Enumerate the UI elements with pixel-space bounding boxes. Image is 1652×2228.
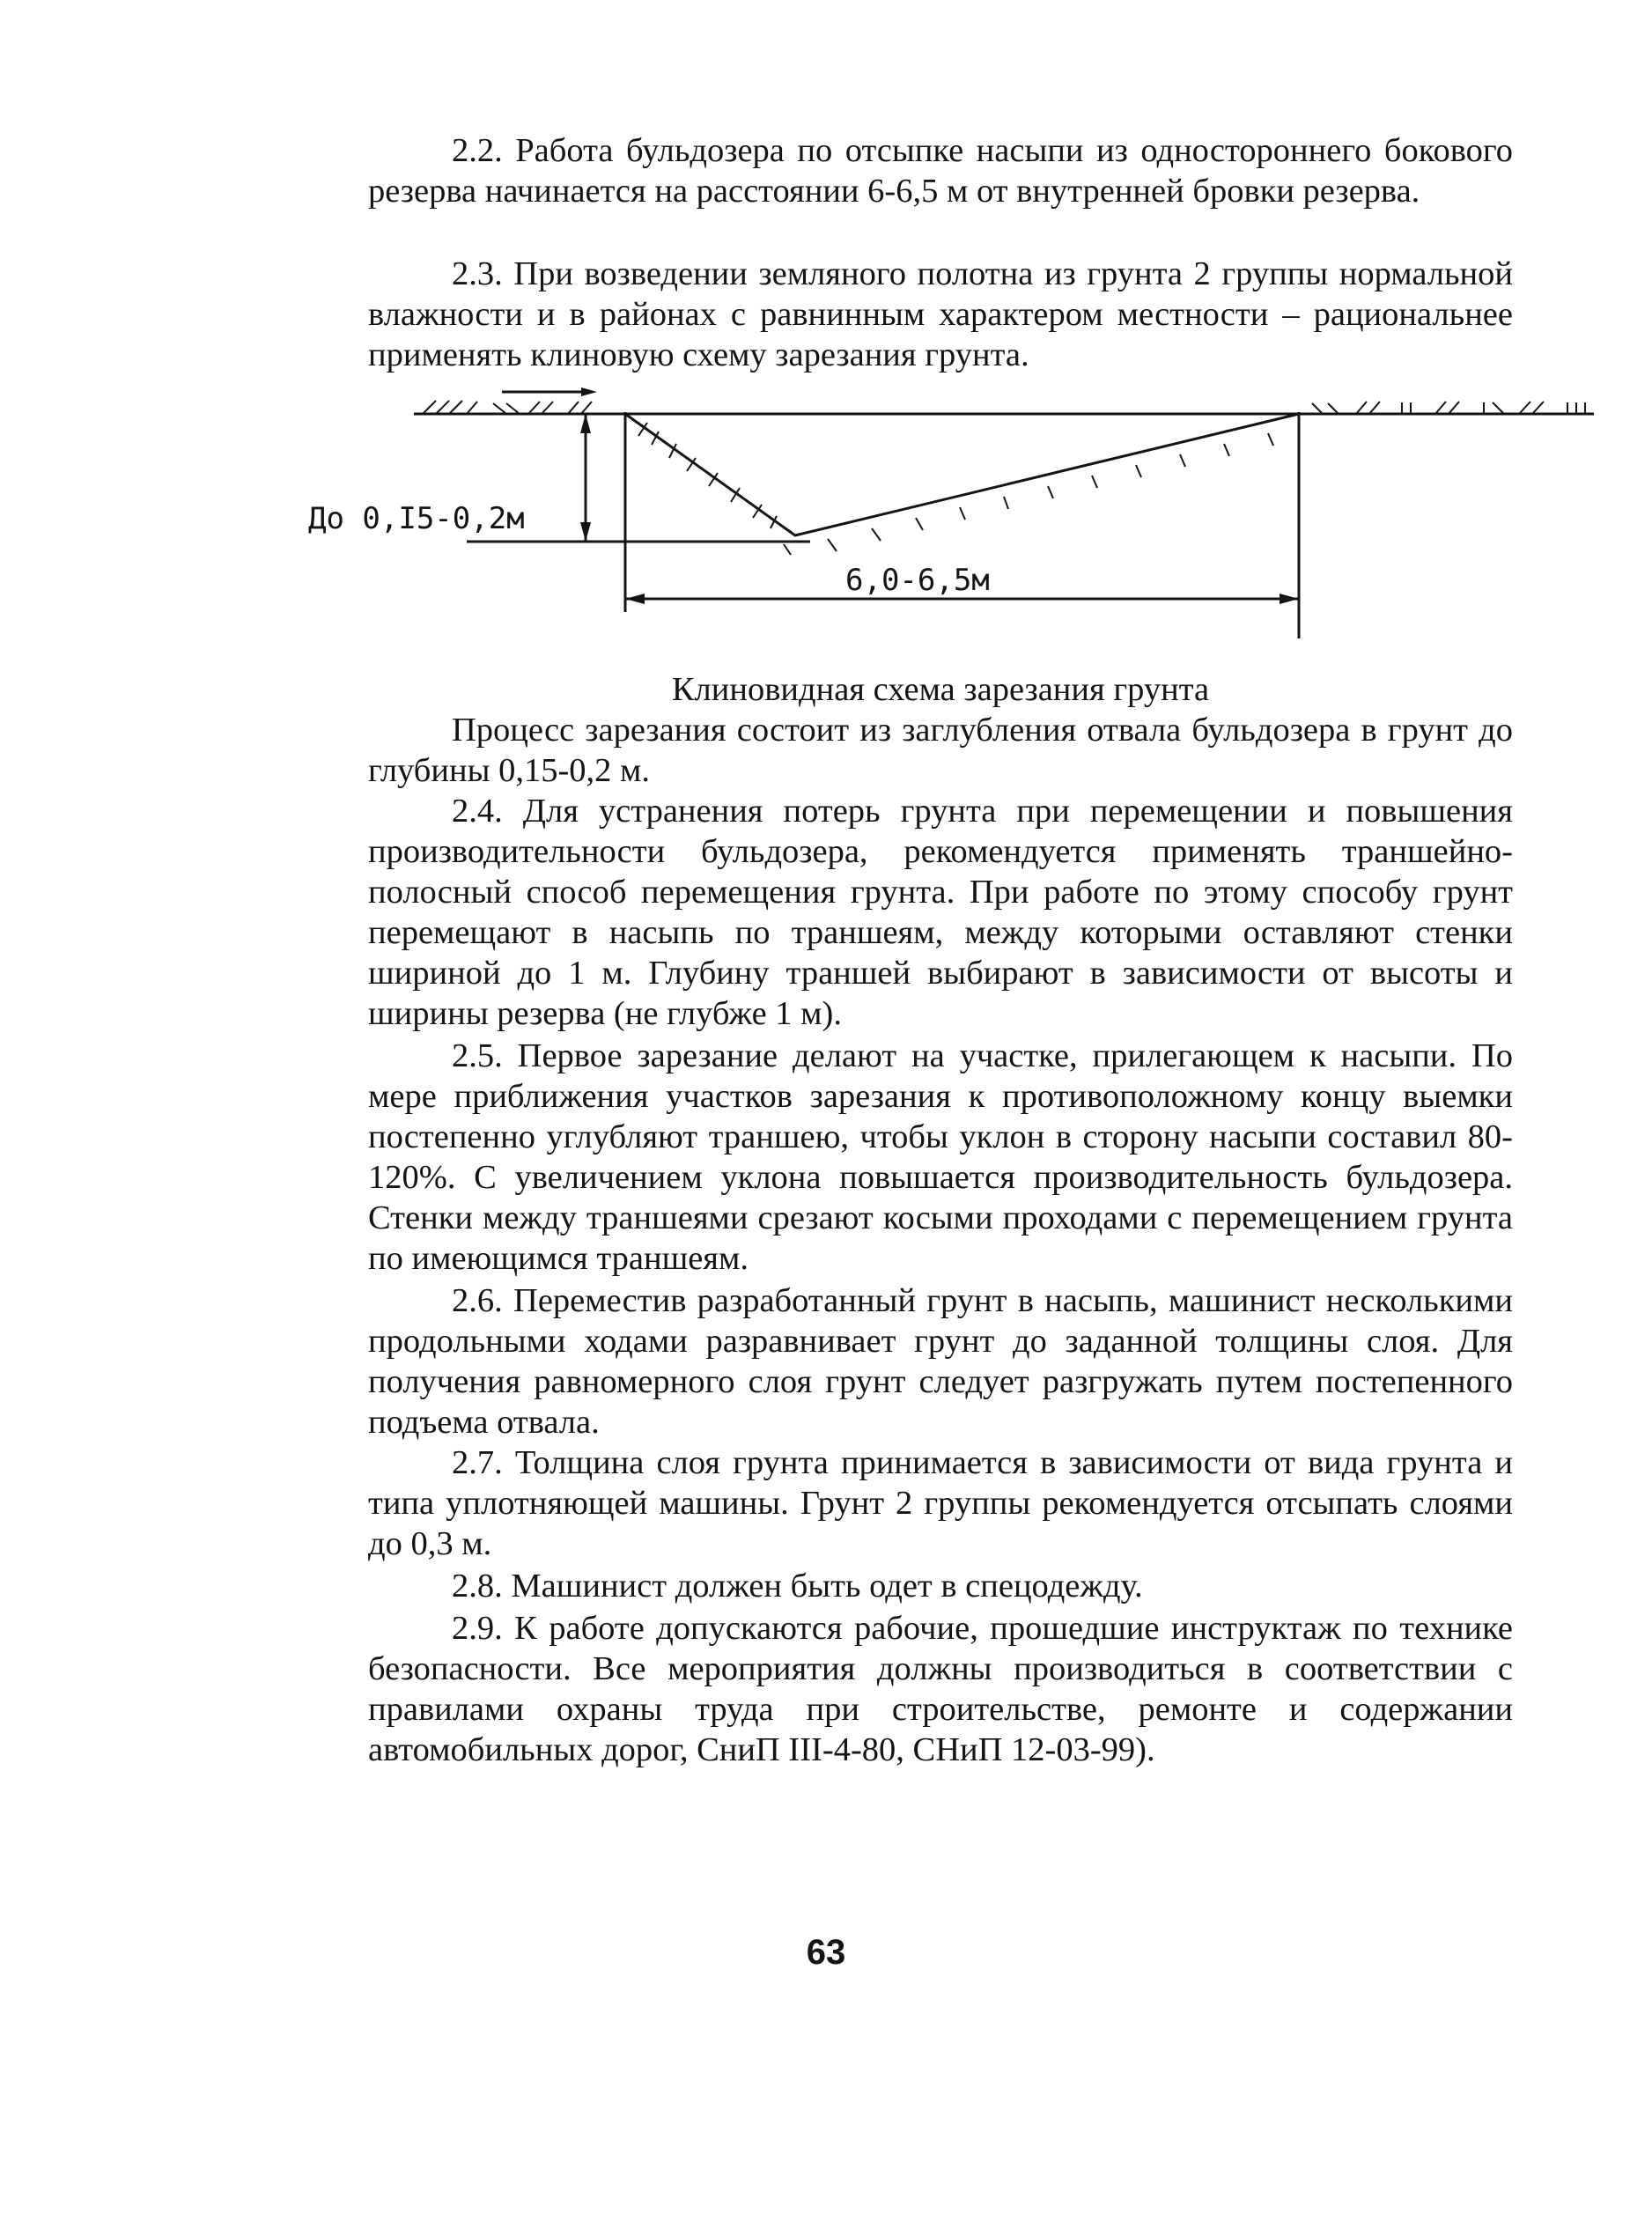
paragraph-process: Процесс зарезания состоит из заглубления отвала бульдозера в грунт до глубины 0,15-0,2 м. [368, 712, 1513, 789]
page-number: 63 [806, 1933, 846, 1972]
paragraph-2-4: 2.4. Для устранения потерь грунта при перемещении и повышения производительности бульдозера, рекомендуется применять траншейно-полосный способ перемещения грунта. При работе по этому способу грунт перемещают в насыпь по траншеям, между которыми оставляют стенки шириной до 1 м. Глубину траншей выбирают в зависимости от высоты и ширины резерва (не глубже 1 м). [368, 793, 1513, 1032]
paragraph-2-8: 2.8. Машинист должен быть одет в спецодежду. [452, 1568, 1143, 1605]
paragraph-2-9: 2.9. К работе допускаются рабочие, прошедшие инструктаж по технике безопасности. Все мероприятия должны производиться в соответствии с правилами охраны труда при строительстве, ремонте и содержании автомобильных дорог, СниП III-4-80, СНиП 12-03-99). [368, 1610, 1513, 1768]
cut-profile [625, 414, 1299, 535]
wedge-cutting-diagram [291, 387, 1629, 652]
dimension-lines [467, 412, 1299, 638]
direction-arrow [502, 387, 597, 396]
paragraph-2-5: 2.5. Первое зарезание делают на участке, прилегающем к насыпи. По мере приближения участков зарезания к противоположному концу выемки постепенно углубляют траншею, чтобы уклон в сторону насыпи составил 80-120%. С увеличением уклона повышается производительность бульдозера. Стенки между траншеями срезают косыми проходами с перемещением грунта по имеющимся траншеям. [368, 1037, 1513, 1277]
paragraph-2-7: 2.7. Толщина слоя грунта принимается в зависимости от вида грунта и типа уплотняющей машины. Грунт 2 группы рекомендуется отсыпать слоями до 0,3 м. [368, 1444, 1513, 1562]
ground-hatching [423, 401, 1585, 414]
width-label: 6,0-6,5м [845, 563, 990, 598]
paragraph-2-3: 2.3. При возведении земляного полотна из грунта 2 группы нормальной влажности и в районах с равнинным характером местности – рациональнее применять клиновую схему зарезания грунта. [368, 255, 1513, 373]
depth-label: До 0,I5-0,2м [308, 501, 525, 536]
paragraph-2-2: 2.2. Работа бульдозера по отсыпке насыпи из одностороннего бокового резерва начинается на расстоянии 6-6,5 м от внутренней бровки резерва. [368, 132, 1513, 210]
paragraph-2-6: 2.6. Переместив разработанный грунт в насыпь, машинист несколькими продольными ходами разравнивает грунт до заданной толщины слоя. Для получения равномерного слоя грунт следует разгружать путем постепенного подъема отвала. [368, 1282, 1513, 1441]
figure-caption: Клиновидная схема зарезания грунта [671, 671, 1210, 708]
